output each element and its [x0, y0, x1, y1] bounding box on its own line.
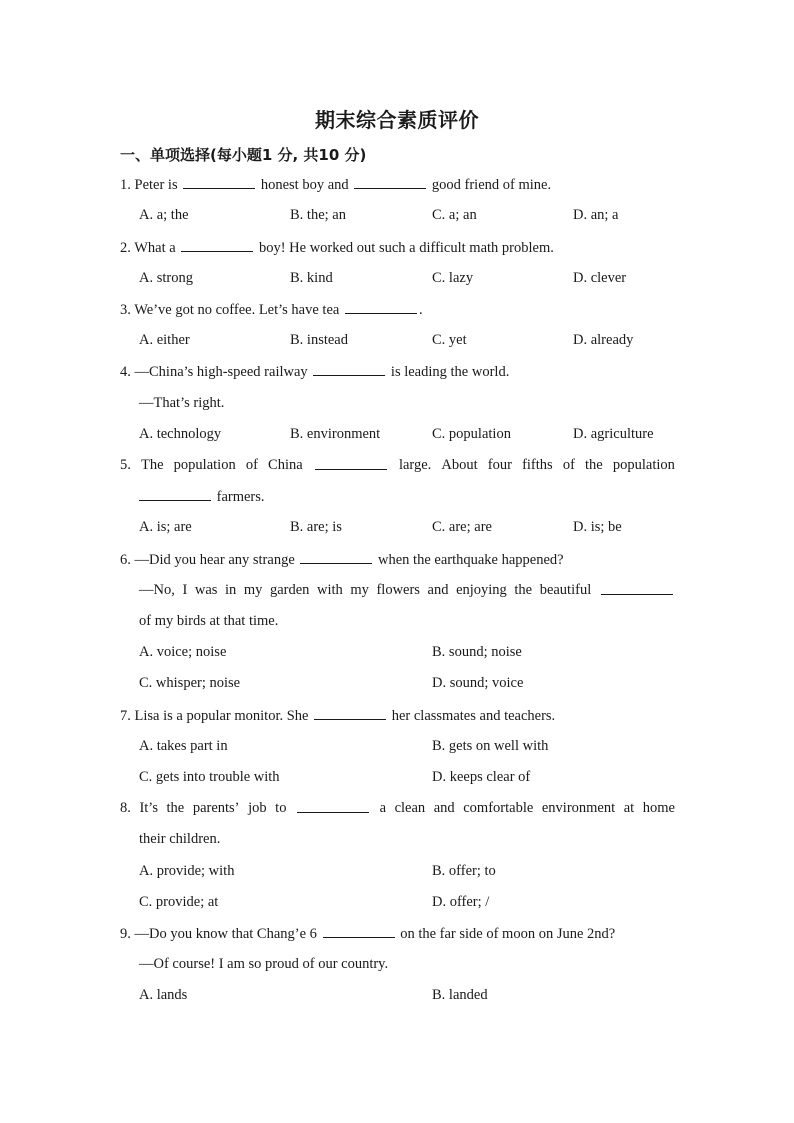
option-a: A. lands	[139, 987, 188, 1003]
section-heading: 一、单项选择(每小题1 分, 共10 分)	[120, 146, 367, 164]
question-1: 1. Peter is honest boy and good friend of mine.	[120, 177, 552, 193]
answer-blank	[315, 457, 387, 470]
answer-blank	[345, 301, 417, 314]
option-b: B. are; is	[290, 519, 342, 535]
option-b: B. offer; to	[432, 863, 496, 879]
option-d: D. offer; /	[432, 894, 490, 910]
option-a: A. technology	[139, 426, 222, 442]
option-a: A. strong	[139, 270, 193, 286]
question-9-reply: —Of course! I am so proud of our country.	[139, 956, 389, 972]
question-9: 9. —Do you know that Chang’e 6 on the far side of moon on June 2nd?	[120, 926, 616, 942]
answer-blank	[183, 176, 255, 189]
option-c: C. whisper; noise	[139, 675, 241, 691]
question-5-line-2: farmers.	[139, 488, 265, 506]
question-6: 6. —Did you hear any strange when the earthquake happened?	[120, 552, 564, 568]
question-8: 8. It’s the parents’ job to a clean and comfortable environment at home	[120, 800, 675, 816]
option-c: C. lazy	[432, 270, 474, 286]
option-c: C. population	[432, 426, 511, 442]
page-title: 期末综合素质评价	[315, 108, 479, 132]
option-b: B. kind	[290, 270, 333, 286]
option-b: B. environment	[290, 426, 381, 442]
option-a: A. either	[139, 332, 190, 348]
option-b: B. landed	[432, 987, 488, 1003]
option-a: A. voice; noise	[139, 644, 227, 660]
option-a: A. a; the	[139, 207, 189, 223]
question-6-reply: —No, I was in my garden with my flowers and enjoying the beautiful	[139, 582, 675, 599]
answer-blank	[601, 582, 673, 595]
option-b: B. sound; noise	[432, 644, 522, 660]
option-b: B. gets on well with	[432, 738, 549, 754]
answer-blank	[139, 488, 211, 501]
option-d: D. sound; voice	[432, 675, 524, 691]
option-d: D. clever	[573, 270, 627, 286]
option-c: C. provide; at	[139, 894, 219, 910]
question-4: 4. —China’s high-speed railway is leading the world.	[120, 364, 510, 380]
option-a: A. provide; with	[139, 863, 235, 879]
answer-blank	[313, 363, 385, 376]
option-b: B. the; an	[290, 207, 346, 223]
option-c: C. gets into trouble with	[139, 769, 280, 785]
question-7: 7. Lisa is a popular monitor. She her classmates and teachers.	[120, 708, 556, 724]
answer-blank	[314, 707, 386, 720]
question-3: 3. We’ve got no coffee. Let’s have tea .	[120, 302, 423, 318]
option-d: D. an; a	[573, 207, 619, 223]
option-c: C. a; an	[432, 207, 477, 223]
option-d: D. agriculture	[573, 426, 654, 442]
option-a: A. takes part in	[139, 738, 228, 754]
answer-blank	[323, 925, 395, 938]
question-4-reply: —That’s right.	[139, 395, 225, 411]
question-6-line-3: of my birds at that time.	[139, 613, 279, 629]
option-c: C. yet	[432, 332, 467, 348]
option-a: A. is; are	[139, 519, 192, 535]
option-d: D. already	[573, 332, 634, 348]
question-5: 5. The population of China large. About four fifths of the population	[120, 457, 675, 473]
answer-blank	[181, 239, 253, 252]
option-b: B. instead	[290, 332, 348, 348]
answer-blank	[354, 176, 426, 189]
option-d: D. keeps clear of	[432, 769, 531, 785]
question-8-line-2: their children.	[139, 831, 221, 847]
option-d: D. is; be	[573, 519, 622, 535]
answer-blank	[300, 551, 372, 564]
question-2: 2. What a boy! He worked out such a difficult math problem.	[120, 240, 554, 256]
answer-blank	[297, 800, 369, 813]
option-c: C. are; are	[432, 519, 492, 535]
